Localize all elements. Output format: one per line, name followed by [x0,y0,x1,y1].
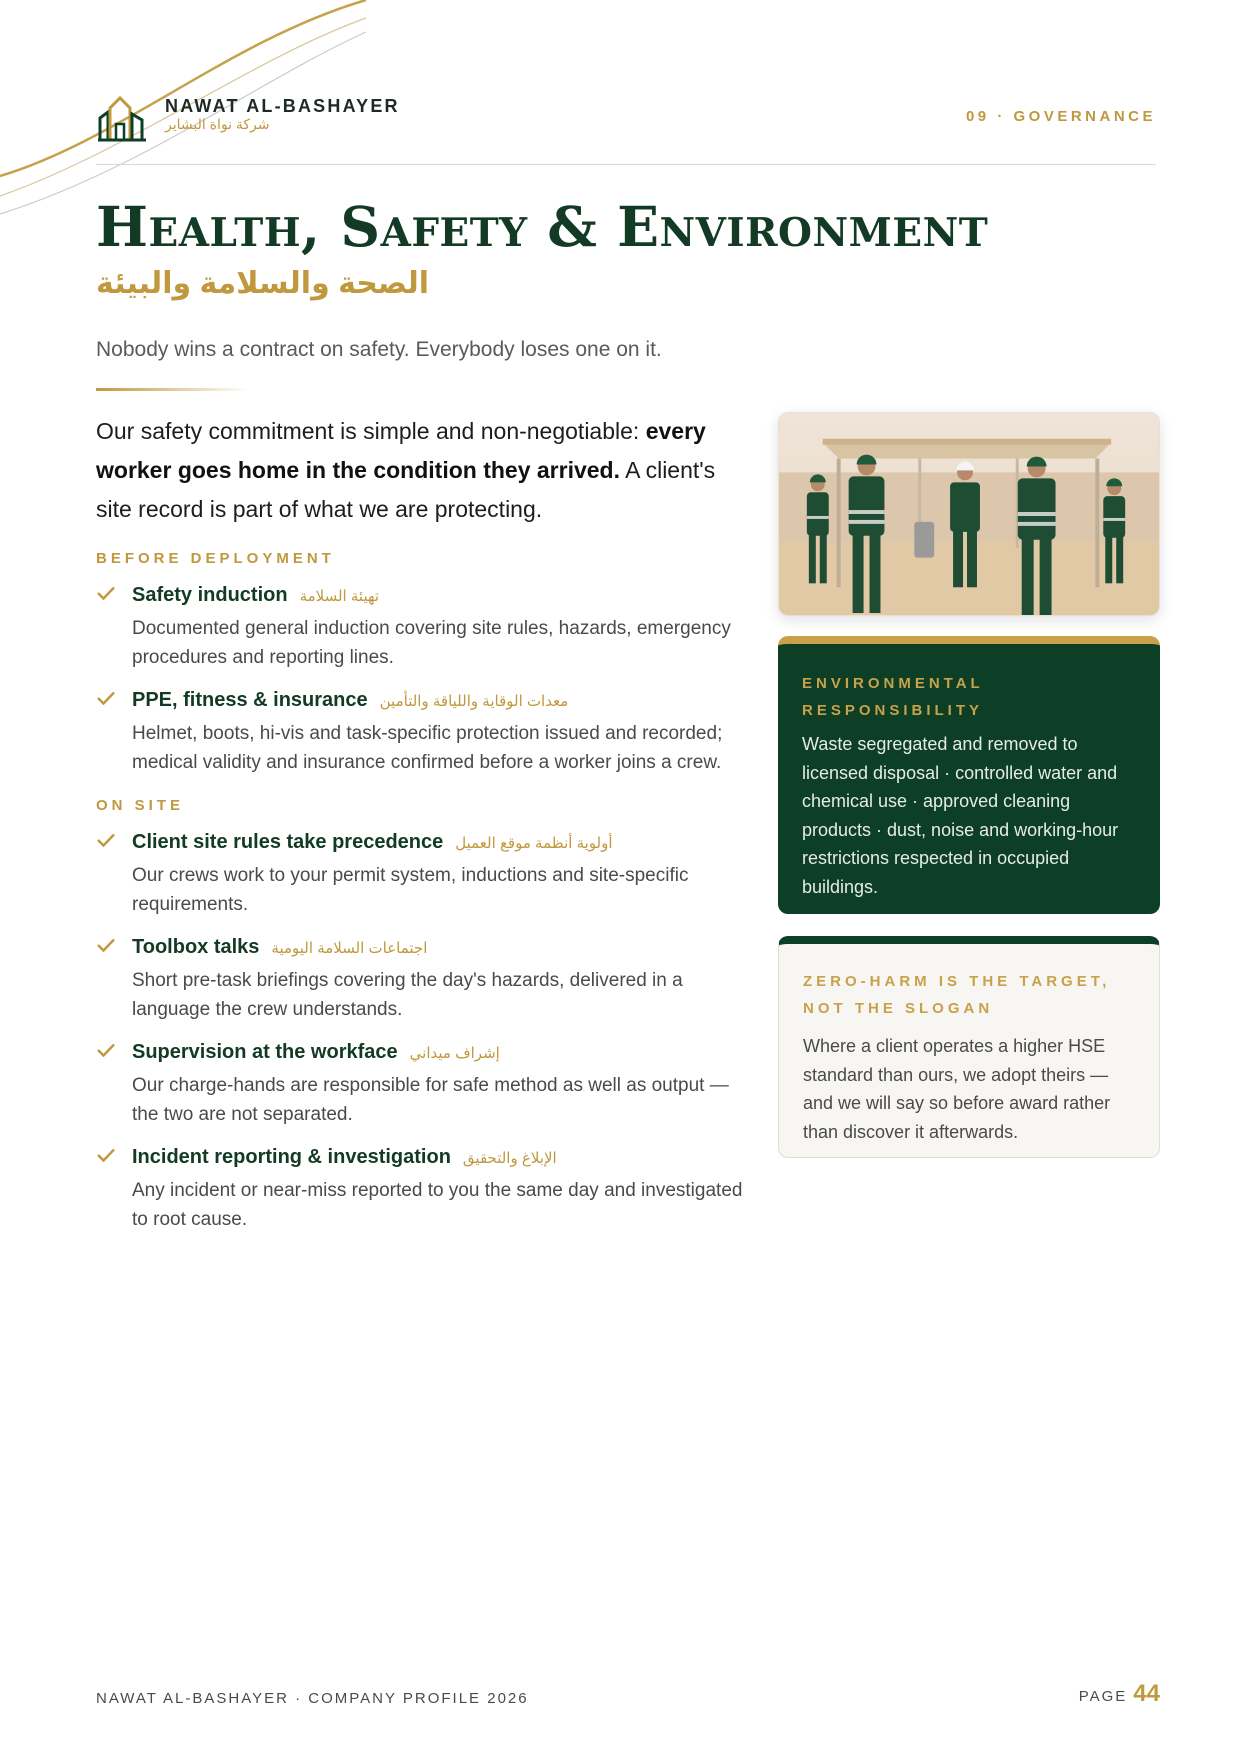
footer-page [1079,1680,1160,1708]
list-item [96,686,746,777]
page-header [96,94,1156,164]
building-logo-icon [96,94,148,142]
intro-text-2: A client's site record is part of what we are protecting. [96,457,716,522]
environmental-responsibility-card [778,636,1160,914]
intro-text-1: Our safety commitment is simple and non-negotiable: [96,418,646,444]
check-icon [96,832,116,848]
list-item [96,933,746,1024]
item-title-arabic: إشراف ميداني [409,1045,500,1062]
toolbox-talk-photo [778,412,1160,616]
zero-card-heading: ZERO-HARM IS THE TARGET, NOT THE SLOGAN [803,973,1111,1017]
page-title: Health, Safety & Environment [96,194,989,259]
zero-harm-card [778,936,1160,1158]
item-description: Our crews work to your permit system, inductions and site-specific requirements. [132,865,689,915]
subheading-on-site: ON SITE [96,797,185,814]
item-title: Toolbox talks [132,936,260,958]
list-item [96,581,746,672]
item-description: Helmet, boots, hi-vis and task-specific protection issued and recorded; medical validity and insurance confirmed before a worker joins a crew. [132,723,723,773]
section-tag: 09 · GOVERNANCE [965,108,1156,125]
list-item [96,828,746,919]
item-title-arabic: معدات الوقاية واللياقة والتأمين [379,693,569,710]
item-title: Incident reporting & investigation [132,1146,451,1168]
item-title: Supervision at the workface [132,1041,398,1063]
page-number: 44 [1133,1680,1160,1707]
list-item [96,1038,746,1129]
item-title-arabic: اجتماعات السلامة اليومية [271,940,428,957]
item-title-arabic: أولوية أنظمة موقع العميل [455,835,613,852]
safety-list-column [96,550,746,1248]
zero-card-body: Where a client operates a higher HSE standard than ours, we adopt theirs — and we will say so before award rather than discover it afterwards. [803,1036,1111,1142]
footer-company-label: NAWAT AL-BASHAYER · COMPANY PROFILE 2026 [96,1690,529,1707]
item-description: Our charge-hands are responsible for safe method as well as output — the two are not separated. [132,1075,729,1125]
gold-divider [96,388,250,391]
item-title-arabic: الإبلاغ والتحقيق [462,1150,557,1167]
page-label: PAGE [1078,1688,1128,1705]
item-description: Short pre-task briefings covering the day's hazards, delivered in a language the crew understands. [132,970,683,1020]
check-icon [96,690,116,706]
check-icon [96,1147,116,1163]
check-icon [96,1042,116,1058]
check-icon [96,585,116,601]
check-icon [96,937,116,953]
page-title-arabic: الصحة والسلامة والبيئة [96,267,429,300]
brand-name: NAWAT AL-BASHAYER [165,96,400,116]
tagline: Nobody wins a contract on safety. Everybody loses one on it. [96,338,662,361]
item-title: Safety induction [132,584,288,606]
env-card-heading: ENVIRONMENTAL RESPONSIBILITY [802,675,984,719]
header-divider [96,164,1156,165]
list-item [96,1143,746,1234]
item-description: Documented general induction covering site rules, hazards, emergency procedures and reporting lines. [132,618,731,668]
subheading-before-deployment: BEFORE DEPLOYMENT [96,550,335,567]
env-card-body: Waste segregated and removed to licensed disposal · controlled water and chemical use · approved cleaning products · dust, noise and working-hour restrictions respected in occupied buildings. [802,734,1119,897]
brand-name-arabic: شركة نواة البشاير [165,116,270,132]
item-title-arabic: تهيئة السلامة [299,588,380,605]
item-title: PPE, fitness & insurance [132,689,368,711]
item-title: Client site rules take precedence [132,831,444,853]
intro-emphasis: every worker goes home in the condition they arrived. [96,418,706,483]
item-description: Any incident or near-miss reported to you the same day and investigated to root cause. [132,1180,743,1230]
intro-paragraph [96,412,746,529]
